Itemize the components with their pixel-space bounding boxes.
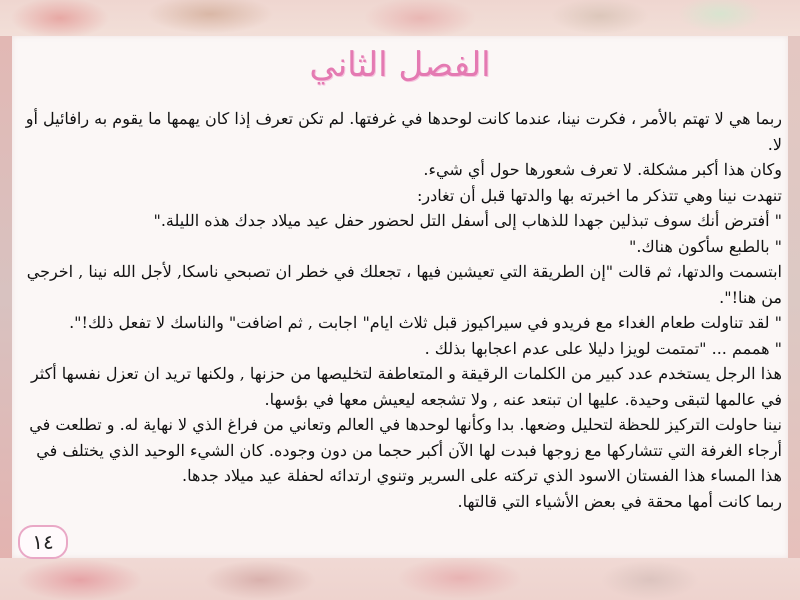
right-floral-border (788, 36, 800, 558)
chapter-title: الفصل الثاني (309, 45, 491, 85)
paragraph: هذا الرجل يستخدم عدد كبير من الكلمات الرقيقة و المتعاطفة لتخليصها من حزنها , ولكنها تريد ان تعزل نفسها أكثر في عالمها لتبقى وحيدة. عليها ان تبتعد عنه , ولا تشجعه ليعيش معها في بؤسها. (30, 364, 782, 409)
paragraph: " بالطبع سأكون هناك." (629, 236, 782, 256)
paragraph: تنهدت نينا وهي تتذكر ما اخبرته بها والدتها قبل أن تغادر: (417, 185, 782, 205)
chapter-body (20, 106, 782, 514)
left-floral-border (0, 36, 12, 558)
paragraph: " لقد تناولت طعام الغداء مع فريدو في سيراكيوز قبل ثلاث ايام" اجابت , ثم اضافت" والناسك لا تفعل ذلك!". (69, 313, 782, 332)
top-floral-border (0, 0, 800, 36)
paragraph: ربما هي لا تهتم بالأمر ، فكرت نينا، عندما كانت لوحدها في غرفتها. لم تكن تعرف إذا كان يهمها ما يقوم به رافائيل أو لا. (25, 109, 782, 154)
paragraph: " أفترض أنك سوف تبذلين جهدا للذهاب إلى أسفل التل لحضور حفل عيد ميلاد جدك هذه الليلة." (153, 211, 782, 230)
page-number-badge: ١٤ (18, 525, 68, 559)
paragraph: وكان هذا أكبر مشكلة. لا تعرف شعورها حول أي شيء. (423, 160, 782, 179)
paragraph: " هممم ... "تمتمت لويزا دليلا على عدم اعجابها بذلك . (424, 338, 782, 358)
paragraph: ابتسمت والدتها، ثم قالت "إن الطريقة التي تعيشين فيها ، تجعلك في خطر ان تصبحي ناسكا, لأجل الله نينا , اخرجي من هنا!". (26, 262, 782, 307)
paragraph: نينا حاولت التركيز للحظة لتحليل وضعها. بدا وكأنها لوحدها في العالم وتعاني من فراغ الذي لا نهاية له. و تطلعت في أرجاء الغرفة التي تتشاركها مع زوجها فبدت لها الآن أكبر حجما من دون وجوده. كان الشيء الوحيد الذي يختلف في هذا المساء هذا الفستان الاسود الذي تركته على السرير وتنوي ارتدائه لحفلة عيد ميلاد جدها. (29, 415, 782, 485)
page-sheet (12, 36, 788, 558)
bottom-floral-border (0, 558, 800, 600)
paragraph: ربما كانت أمها محقة في بعض الأشياء التي قالتها. (457, 491, 782, 511)
